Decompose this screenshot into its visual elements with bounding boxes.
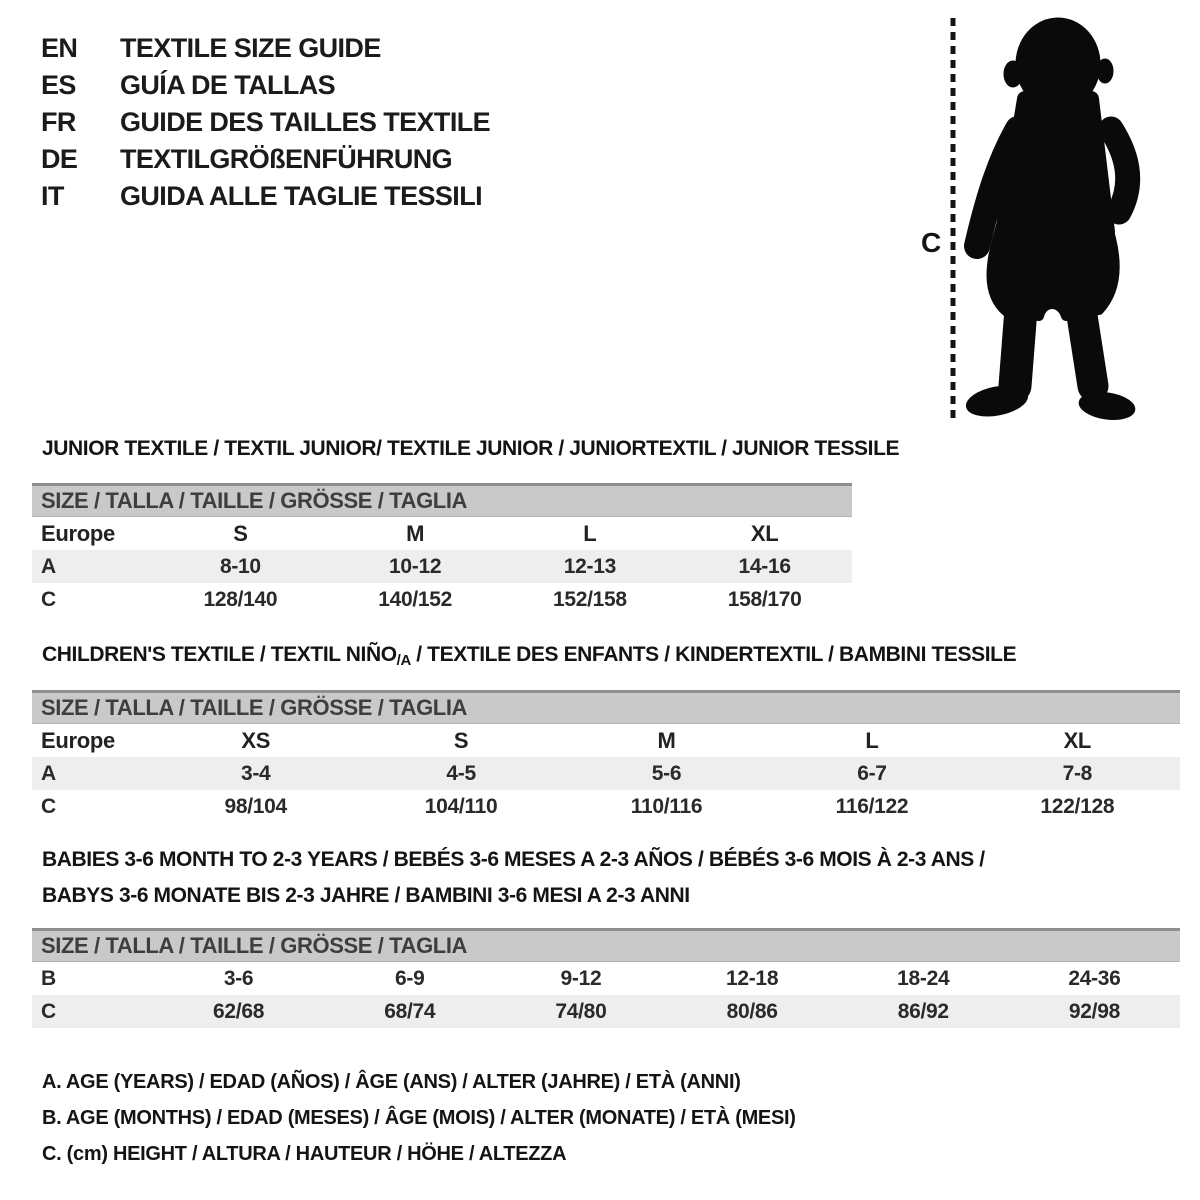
table-cell: 6-9 — [395, 966, 425, 990]
row-label: C — [41, 794, 56, 818]
lang-label: GUIDA ALLE TAGLIE TESSILI — [120, 181, 482, 211]
toddler-silhouette — [964, 18, 1137, 423]
size-header-bar: SIZE / TALLA / TAILLE / GRÖSSE / TAGLIA — [32, 690, 1180, 724]
babies-section-title-line2: BABYS 3-6 MONATE BIS 2-3 JAHRE / BAMBINI 3-6 MESI A 2-3 ANNI — [42, 884, 690, 907]
region-label: Europe — [41, 520, 115, 546]
lang-row-en — [41, 30, 490, 67]
babies-row-months — [32, 962, 1180, 995]
table-cell: 9-12 — [560, 966, 602, 990]
table-cell: 18-24 — [897, 966, 950, 990]
junior-row-age — [32, 550, 852, 583]
table-cell: 140/152 — [378, 587, 453, 611]
babies-size-table — [32, 928, 1180, 1028]
table-cell: 104/110 — [424, 794, 498, 818]
lang-row-es — [41, 67, 490, 104]
size-col-header: XS — [241, 727, 271, 753]
lang-code: FR — [41, 107, 76, 137]
children-column-header-row — [32, 724, 1180, 757]
size-col-header: S — [453, 727, 469, 753]
language-header — [41, 30, 490, 215]
table-cell: 80/86 — [726, 999, 778, 1023]
lang-code: DE — [41, 144, 78, 174]
babies-section-title-line1: BABIES 3-6 MONTH TO 2-3 YEARS / BEBÉS 3-6 MESES A 2-3 AÑOS / BÉBÉS 3-6 MOIS À 2-3 ANS / — [42, 848, 985, 871]
row-label: A — [41, 554, 56, 578]
children-title-suffix: / TEXTILE DES ENFANTS / KINDERTEXTIL / BAMBINI TESSILE — [410, 643, 1017, 666]
lang-row-it — [41, 178, 490, 215]
lang-row-de — [41, 141, 490, 178]
table-cell: 14-16 — [738, 554, 791, 578]
table-cell: 5-6 — [651, 761, 682, 785]
table-cell: 7-8 — [1062, 761, 1093, 785]
children-title-sub: /A — [396, 652, 411, 669]
lang-label: TEXTILE SIZE GUIDE — [120, 33, 381, 63]
table-cell: 116/122 — [835, 794, 909, 818]
table-cell: 128/140 — [203, 587, 278, 611]
legend-line-b: B. AGE (MONTHS) / EDAD (MESES) / ÂGE (MOIS) / ALTER (MONATE) / ETÀ (MESI) — [42, 1107, 796, 1129]
table-cell: 158/170 — [727, 587, 802, 611]
junior-size-table — [32, 483, 852, 616]
table-cell: 122/128 — [1040, 794, 1115, 818]
table-cell: 74/80 — [555, 999, 607, 1023]
size-col-header: L — [865, 727, 879, 753]
babies-row-height — [32, 995, 1180, 1028]
children-size-table — [32, 690, 1180, 823]
table-cell: 68/74 — [384, 999, 436, 1023]
legend-line-a: A. AGE (YEARS) / EDAD (AÑOS) / ÂGE (ANS) / ALTER (JAHRE) / ETÀ (ANNI) — [42, 1071, 741, 1093]
lang-label: GUÍA DE TALLAS — [120, 70, 336, 100]
table-cell: 8-10 — [219, 554, 261, 578]
children-title-prefix: CHILDREN'S TEXTILE / TEXTIL NIÑO — [42, 643, 397, 666]
lang-label: TEXTILGRÖßENFÜHRUNG — [120, 144, 453, 174]
table-cell: 110/116 — [630, 794, 703, 818]
table-cell: 92/98 — [1068, 999, 1120, 1023]
table-cell: 24-36 — [1068, 966, 1121, 990]
table-cell: 6-7 — [857, 761, 887, 785]
size-header-bar: SIZE / TALLA / TAILLE / GRÖSSE / TAGLIA — [32, 483, 852, 517]
table-cell: 86/92 — [897, 999, 949, 1023]
table-cell: 4-5 — [446, 761, 476, 785]
children-row-height — [32, 790, 1180, 823]
height-label: C — [921, 227, 942, 258]
size-col-header: S — [233, 520, 248, 546]
lang-code: IT — [41, 181, 64, 211]
size-col-header: M — [657, 727, 676, 753]
table-cell: 3-6 — [223, 966, 254, 990]
table-cell: 12-13 — [563, 554, 616, 578]
lang-row-fr — [41, 104, 490, 141]
size-col-header: XL — [1063, 727, 1092, 753]
children-section-title — [42, 643, 1016, 669]
size-col-header: XL — [750, 520, 779, 546]
table-cell: 152/158 — [552, 587, 627, 611]
row-label: C — [41, 999, 56, 1023]
lang-code: ES — [41, 70, 76, 100]
baby-silhouette-icon — [915, 14, 1155, 426]
lang-code: EN — [41, 33, 78, 63]
table-cell: 3-4 — [240, 761, 271, 785]
table-cell: 12-18 — [725, 966, 779, 990]
row-label: C — [41, 587, 56, 611]
row-label: B — [41, 966, 56, 990]
junior-section-title: JUNIOR TEXTILE / TEXTIL JUNIOR/ TEXTILE JUNIOR / JUNIORTEXTIL / JUNIOR TESSILE — [42, 437, 900, 460]
junior-column-header-row — [32, 517, 852, 550]
size-col-header: M — [406, 520, 425, 546]
table-cell: 62/68 — [213, 999, 265, 1023]
children-row-age — [32, 757, 1180, 790]
row-label: A — [41, 761, 56, 785]
region-label: Europe — [41, 727, 115, 753]
baby-height-figure — [915, 14, 1155, 426]
legend-line-c: C. (cm) HEIGHT / ALTURA / HAUTEUR / HÖHE / ALTEZZA — [42, 1143, 567, 1165]
junior-row-height — [32, 583, 852, 616]
table-cell: 98/104 — [224, 794, 287, 818]
size-col-header: L — [583, 520, 597, 546]
table-cell: 10-12 — [389, 554, 442, 578]
size-header-bar: SIZE / TALLA / TAILLE / GRÖSSE / TAGLIA — [32, 928, 1180, 962]
lang-label: GUIDE DES TAILLES TEXTILE — [120, 107, 491, 137]
